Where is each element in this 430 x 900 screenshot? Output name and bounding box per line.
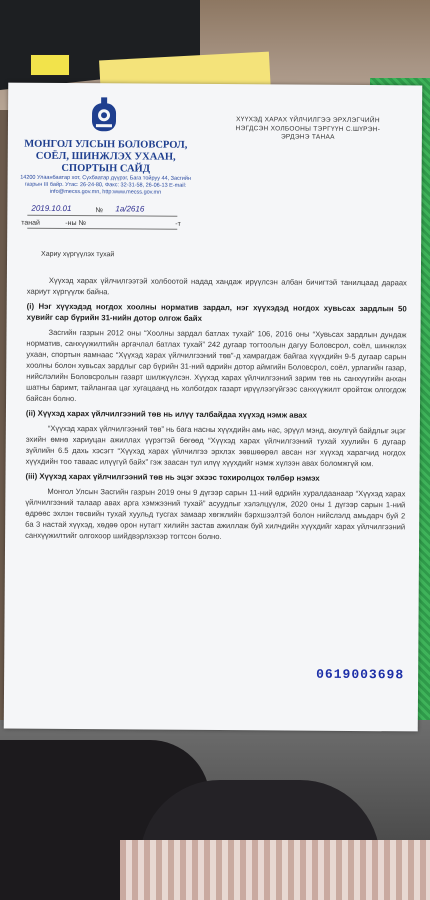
ministry-address: 14200 Улаанбаатар хот, Сүхбаатар дүүрэг, Бага тойруу 44, Засгийн газрын III байр. Утас: 26-24-80, Факс: 32-31-58, 26-06-13 E-mail: info@mecss.gov.mn, http:www.mecss.gov.mn — [20, 174, 192, 196]
ina-label: -ны № — [65, 219, 86, 228]
section-paragraph-3: Монгол Улсын Засгийн газрын 2019 оны 9 дүгээр сарын 11-ний өдрийн хуралдаанаар “Хүүхэд харах үйлчилгээний талаар авах арга хэмжээний тухай” асуудлыг хэлэлцүүлж, 2020 оны 1 дүгээр сарын 1-ний өдрөөс эхлэн төсвийн тухай хуульд тусгах замаар хөгжлийн бэрхшээлтэй болон нийслэлд амьдарч буй 2 ба 3 настай хүүхэд, хөдөө орон нутагт хилийн застав ажиллаж буй хилчдийн хүүхдийг харах үйлчилгээний санхүүжилтийг олгохоор шийдвэрлэхээр тогтсон болно. — [25, 486, 406, 542]
t-suffix-label: -т — [175, 220, 181, 228]
section-paragraph-2: “Хүүхэд харах үйлчилгээний төв” нь бага насны хүүхдийн амь нас, эрүүл мэнд, аюулгүй байдлыг эцэг эхийн өмнө хариуцан ажиллах үүрэгтэй бөгөөд “Хүүхэд харах үйлчилгээний тухай хуулийн 6 дугаар зүйлийн 6.5 дахь хэсэгт “Хүүхэд харах үйлчилгээ эрхлэх зөвшөөрөл авсан нэг хүүхэд харагчид ногдох хүүхдийн тоо тавааc илүүгүй байх” гэж заасан тул илүү хүүхдийг нэмж хүлээн авах боломжгүй юм. — [25, 423, 406, 469]
striped-cloth — [120, 840, 430, 900]
intro-paragraph: Хүүхэд харах үйлчилгээтэй холбоотой надад хандаж ирүүлсэн албан бичигтэй танилцаад дараах хариут хүргүүлж байна. — [26, 275, 407, 297]
state-emblem-icon — [90, 97, 118, 133]
section-paragraph-1: Засгийн газрын 2012 оны “Хоолны зардал батлах тухай” 106, 2016 оны “Хувьсах зардлын дундаж норматив, санхүүжилтийн аргачлал батлах тухай” 242 дугаар тогтоолын дагуу Боловсрол, соёл, шинжлэх ухаан, спортын яамнаас “Хүүхэд харах үйлчилгээний төв”-д хамрагдаж байгаа хүүхдийн 9-5 дугаар сарын хоолны болон хувьсах зардлыг сар бүрийн 31-ний өдрийн дотор аймгийн Боловсрол, соёл, урлагийн газар, нийслэлийн Боловсролын газарт шилжүүлсэн. Хүүхэд харах үйлчилгээний зарим төв нь санхүүгийн анхан шатны баримт, тайлангаа цаг хугацаанд нь холбогдох газарт ирүүлээгүйгээс санхүүжилт оройтож олгогдож байсан болно. — [26, 327, 407, 404]
letter-body — [25, 275, 407, 548]
section-heading-2: (ii) Хүүхэд харах үйлчилгээний төв нь илүү талбайдаа хүүхэд нэмж авах — [25, 408, 308, 420]
warning-label-icon — [30, 54, 70, 76]
letter-document — [4, 83, 422, 732]
recipient-block: ХҮҮХЭД ХАРАХ ҮЙЛЧИЛГЭЭ ЭРХЛЭГЧИЙН НЭГДСЭН ХОЛБООНЫ ТЭРГҮҮН С.ШҮРЭН-ЭРДЭНЭ ТАНАА — [235, 116, 381, 141]
ref-underline — [27, 228, 177, 230]
section-heading-1: (i) Нэг хүүхэдэд ногдох хоолны норматив зардал, нэг хүүхэдэд ногдох хувьсах зардлын 50 хувийг сар бүрийн 31-нийн дотор олгож байх — [26, 301, 407, 323]
handwritten-date: 2019.10.01 — [31, 203, 72, 214]
tanai-label: танай — [21, 219, 41, 227]
serial-number: 0619003698 — [316, 666, 405, 683]
number-label: № — [95, 207, 103, 215]
ministry-name: МОНГОЛ УЛСЫН БОЛОВСРОЛ, СОЁЛ, ШИНЖЛЭХ УХААН, СПОРТЫН САЙД — [24, 138, 188, 175]
section-heading-3: (iii) Хүүхэд харах үйлчилгээний төв нь эцэг эхээс тохиролцох төлбөр нэмэх — [25, 471, 320, 483]
handwritten-number: 1а/2616 — [115, 204, 145, 214]
date-underline — [27, 215, 177, 217]
subject-line: Хариу хүргүүлэх тухай — [41, 250, 115, 259]
